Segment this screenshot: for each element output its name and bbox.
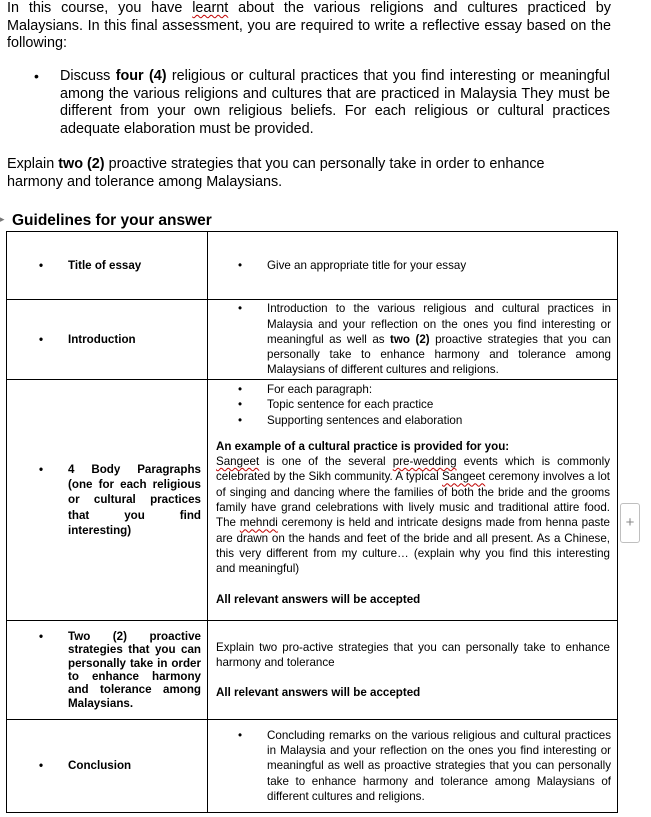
accepted-note: All relevant answers will be accepted — [216, 685, 421, 699]
example-heading: An example of a cultural practice is provided for you: — [216, 439, 510, 453]
table-row-title — [7, 232, 618, 300]
list-item: • Topic sentence for each practice — [238, 398, 434, 412]
bullet-dot: • — [34, 68, 39, 84]
table-row-strategies — [7, 621, 618, 720]
strategies-text: Explain two pro-active strategies that you can personally take to enhance harmony and tolerance — [216, 641, 610, 670]
table-row-body — [7, 380, 618, 621]
cell-title-label: • Title of essay — [7, 232, 208, 300]
task-text: Discuss four (4) religious or cultural practices that you find interesting or meaningful among the various religions and cultures that are practiced in Malaysia They must be different from your own religious beliefs. For each religious or cultural practices adequate elaboration must be provided. — [60, 68, 611, 137]
cell-introduction-label: • Introduction — [7, 300, 208, 380]
intro-paragraph: In this course, you have learnt about the various religions and cultures practiced by Malaysians. In this final assessment, you are required to write a reflective essay based on the following: — [7, 0, 611, 51]
cell-strategies-content — [208, 621, 618, 720]
accepted-note: All relevant answers will be accepted — [216, 592, 421, 606]
table-row-conclusion — [7, 720, 618, 813]
cell-body-content — [208, 380, 618, 621]
list-item: • For each paragraph: — [238, 383, 373, 396]
cell-conclusion-label: • Conclusion — [7, 720, 208, 813]
add-row-icon[interactable]: + — [620, 503, 640, 543]
cell-body-label: • 4 Body Paragraphs (one for each religious or cultural practices that you find interesting) — [7, 380, 208, 621]
guidelines-heading: Guidelines for your answer — [12, 212, 212, 229]
cell-title-content: • Give an appropriate title for your essay — [208, 232, 618, 300]
explain-paragraph: Explain two (2) proactive strategies that you can personally take in order to enhance harmony and tolerance among Malaysians. — [7, 156, 545, 190]
task-bullet-item — [34, 68, 610, 138]
paragraph-anchor-icon[interactable]: ▸ — [0, 214, 5, 224]
example-paragraph: Sangeet is one of the several pre-wedding events which is commonly celebrated by the Sikh community. A typical Sangeet ceremony involves a lot of singing and dancing where the families of both the bride and the grooms family have grand celebrations with lively music and traditional attire food. The mehndi ceremony is held and intricate designs made from henna paste are drawn on the hands and feet of the bride and all present. As a Chinese, this very different from my culture… (explain why you find this interesting and meaningful) — [216, 455, 611, 576]
spell-flag-learnt: learnt — [192, 0, 229, 16]
cell-strategies-label: • Two (2) proactive strategies that you can personally take in order to enhance harmony and tolerance among Malaysians. — [7, 621, 208, 720]
guidelines-table — [6, 231, 618, 813]
cell-conclusion-content: • Concluding remarks on the various religious and cultural practices in Malaysia and your reflection on the ones you find interesting or meaningful as well as proactive strategies that you can personally take to enhance harmony and tolerance among Malaysians of different cultures and religions. — [208, 720, 618, 813]
list-item: • Supporting sentences and elaboration — [238, 413, 463, 427]
cell-introduction-content: • Introduction to the various religious and cultural practices in Malaysia and your reflection on the ones you find interesting or meaningful as well as two (2) proactive strategies that you can personally take to enhance harmony and tolerance among Malaysians of different cultures and religions. — [208, 300, 618, 380]
table-row-introduction — [7, 300, 618, 380]
